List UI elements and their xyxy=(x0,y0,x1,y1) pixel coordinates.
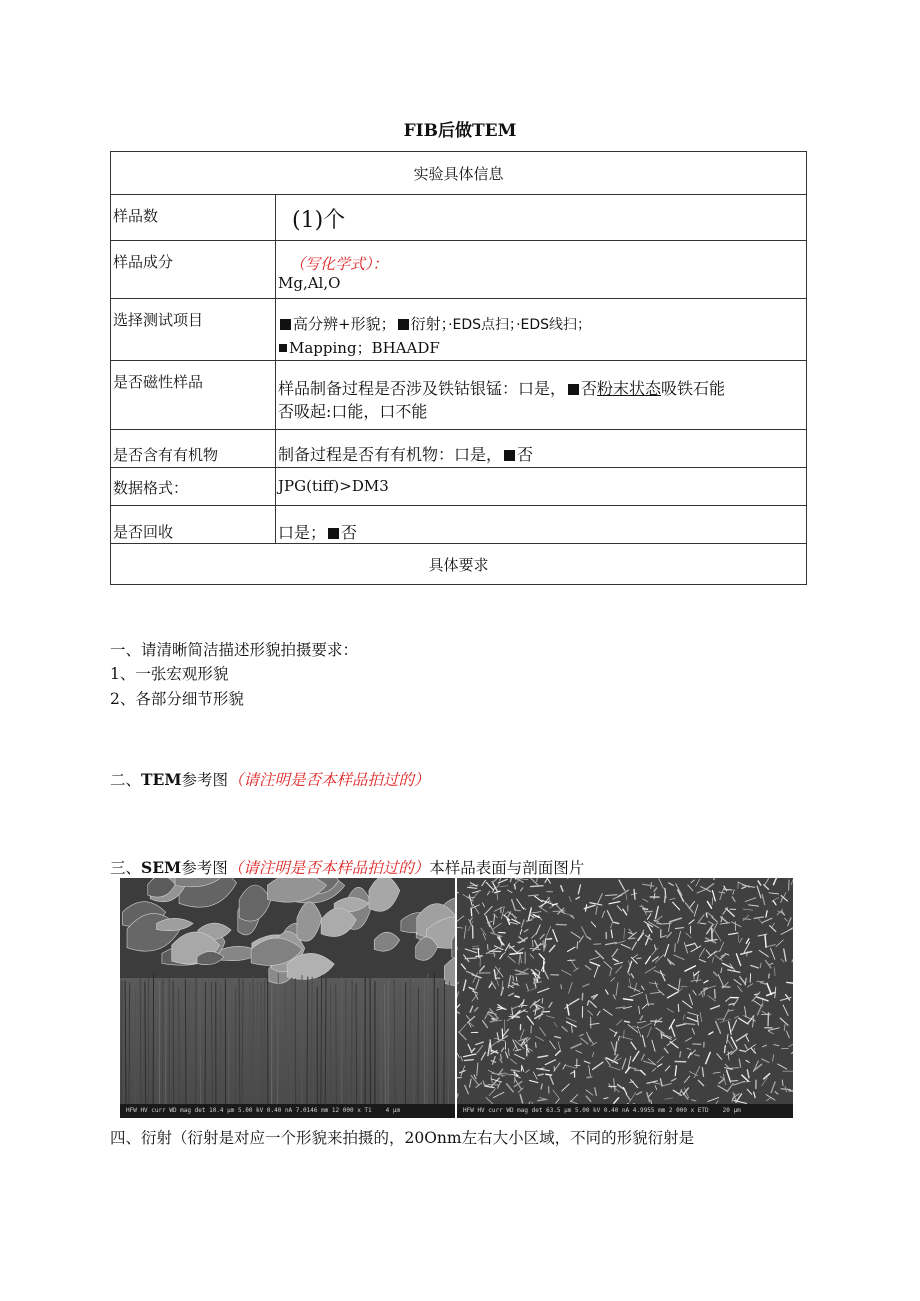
checked-box-icon xyxy=(328,528,339,539)
sem-needle xyxy=(724,889,732,890)
test-items-label: 选择测试项目 xyxy=(111,299,276,361)
requirement-item-2: 2、各部分细节形貌 xyxy=(110,690,244,708)
sem-needle xyxy=(637,958,641,959)
sem-needle xyxy=(577,942,578,949)
sem-needle xyxy=(465,1060,474,1061)
organic-label: 是否含有有机物 xyxy=(111,430,276,468)
sem-needle xyxy=(531,886,543,887)
sem-column-line xyxy=(278,973,279,1104)
test-items-line1 xyxy=(278,299,806,337)
sem-needle xyxy=(663,923,671,924)
sem-needle xyxy=(724,1046,725,1053)
format-label: 数据格式： xyxy=(111,468,276,506)
organic-cell xyxy=(276,430,807,468)
option-hr-morphology: 高分辨+形貌； xyxy=(293,315,396,333)
sem-needle xyxy=(774,968,775,976)
sem-column-line xyxy=(121,981,122,1104)
format-value: JPG(tiff)>DM3 xyxy=(278,477,389,495)
sample-count-value: (1)个 xyxy=(292,208,346,233)
format-cell xyxy=(276,468,807,506)
test-items-line2 xyxy=(278,337,806,359)
sem-surface-graphic xyxy=(457,878,793,1104)
recycle-no: 否 xyxy=(341,523,358,542)
sem-needle xyxy=(761,1014,770,1015)
sem-needle xyxy=(546,1074,552,1075)
sem-suffix: 本样品表面与剖面图片 xyxy=(429,859,585,877)
sem-needle xyxy=(743,919,751,920)
sem-surface-image xyxy=(457,878,793,1118)
sem-needle xyxy=(730,1081,737,1082)
sem-column-line xyxy=(257,981,258,1104)
sem-needle xyxy=(680,1052,681,1057)
sem-needle xyxy=(700,923,706,924)
option-diffraction: 衍射； xyxy=(410,315,449,333)
magnetic-no: 否 xyxy=(581,379,598,398)
sem-needle xyxy=(535,1043,536,1047)
sem-right-info-text: HFW HV curr WD mag det 63.5 µm 5.00 kV 0.40 nA 4.9955 mm 2 000 x ETD xyxy=(463,1107,709,1114)
sem-bold: SEM xyxy=(141,858,182,877)
magnetic-cell xyxy=(276,361,807,430)
recycle-label: 是否回收 xyxy=(111,506,276,544)
sem-column-line xyxy=(185,979,186,1104)
sem-column-line xyxy=(129,983,130,1104)
sem-needle xyxy=(587,1077,592,1078)
sem-needle xyxy=(625,1021,630,1022)
magnetic-line1 xyxy=(278,361,806,401)
organic-value xyxy=(278,430,806,465)
sem-text: 参考图 xyxy=(181,859,228,877)
sem-needle xyxy=(524,1011,528,1012)
sem-needle xyxy=(471,908,472,916)
option-bhaadf: BHAADF xyxy=(371,339,440,357)
option-eds-line: ·EDS线扫； xyxy=(516,317,592,333)
composition-cell xyxy=(276,241,807,299)
sem-column-line xyxy=(418,987,419,1104)
composition-value: Mg,Al,O xyxy=(278,274,341,292)
sem-needle xyxy=(651,1021,662,1022)
checked-box-icon xyxy=(398,319,409,330)
sem-right-scale: 20 µm xyxy=(722,1107,741,1114)
sem-left-info-bar xyxy=(120,1104,455,1118)
sem-cross-section-image xyxy=(120,878,455,1118)
sem-column-line xyxy=(356,983,357,1104)
composition-hint: （写化学式）： xyxy=(290,255,388,273)
section-requirements: 具体要求 xyxy=(111,544,807,585)
magnet-question: 吸铁石能 xyxy=(661,379,726,398)
sem-needle xyxy=(543,941,544,950)
sem-cross-section-graphic xyxy=(120,878,455,1104)
sem-column-line xyxy=(285,984,286,1104)
tem-bold: TEM xyxy=(141,770,182,789)
test-items-cell xyxy=(276,299,807,361)
sem-needle xyxy=(657,923,661,924)
sem-column-line xyxy=(250,982,251,1104)
experiment-info-table xyxy=(110,151,807,585)
sem-column-line xyxy=(440,981,441,1104)
sem-needle xyxy=(513,976,514,981)
sem-reference-heading xyxy=(110,856,584,878)
option-eds-point: ·EDS点扫； xyxy=(448,317,517,333)
sem-column-line xyxy=(220,984,221,1104)
section-experiment-info: 实验具体信息 xyxy=(111,152,807,195)
sem-right-info-bar xyxy=(457,1104,793,1118)
tem-text: 参考图 xyxy=(181,771,229,789)
sem-needle xyxy=(769,974,770,978)
sem-needle xyxy=(568,960,575,961)
sem-needle xyxy=(643,909,648,910)
tem-reference-heading xyxy=(110,768,430,790)
tem-prefix: 二、 xyxy=(110,771,142,789)
powder-state-text: 粉末状态 xyxy=(597,379,662,398)
diffraction-line: 四、衍射（衍射是对应一个形貌来拍摄的，20Onm左右大小区域，不同的形貌衍射是 xyxy=(110,1129,695,1147)
recycle-cell xyxy=(276,506,807,544)
recycle-yes: 口是； xyxy=(278,523,327,542)
option-mapping: Mapping； xyxy=(289,339,372,357)
sem-needle xyxy=(502,1029,503,1038)
requirements-heading: 一、请清晰简洁描述形貌拍摄要求： xyxy=(110,641,359,659)
sem-note: （请注明是否本样品拍过的） xyxy=(227,859,430,877)
organic-no: 否 xyxy=(517,445,534,464)
requirement-item-1: 1、一张宏观形貌 xyxy=(110,665,229,683)
composition-label: 样品成分 xyxy=(111,241,276,299)
sem-needle xyxy=(675,944,676,951)
sem-needle xyxy=(706,913,707,917)
sample-count-cell xyxy=(276,195,807,241)
sem-needle xyxy=(465,958,476,959)
checked-box-icon xyxy=(504,450,515,461)
magnetic-line2: 否吸起:口能，口不能 xyxy=(278,402,428,421)
sem-needle xyxy=(606,895,617,896)
checked-box-icon xyxy=(568,384,579,395)
recycle-value xyxy=(278,506,806,543)
sample-count-label: 样品数 xyxy=(111,195,276,241)
sem-left-info-text: HFW HV curr WD mag det 10.4 µm 5.00 kV 0.40 nA 7.0146 mm 12 000 x T1 xyxy=(126,1107,372,1114)
sem-needle xyxy=(715,989,716,998)
sem-column-line xyxy=(400,985,401,1104)
sem-needle xyxy=(478,948,479,958)
sem-needle xyxy=(515,884,516,888)
tem-note: （请注明是否本样品拍过的） xyxy=(228,771,430,789)
sem-column-line xyxy=(140,976,141,1104)
organic-question: 制备过程是否有有机物：口是， xyxy=(278,445,503,464)
magnetic-label: 是否磁性样品 xyxy=(111,361,276,430)
sem-left-scale: 4 µm xyxy=(385,1107,401,1114)
checked-box-icon xyxy=(279,344,287,352)
sem-needle xyxy=(516,910,520,911)
checked-box-icon xyxy=(280,319,291,330)
sem-needle xyxy=(664,895,665,903)
magnetic-question: 样品制备过程是否涉及铁钴银锰：口是， xyxy=(278,379,567,398)
page-title: FIB后做TEM xyxy=(403,121,517,141)
sem-prefix: 三、 xyxy=(110,859,142,877)
